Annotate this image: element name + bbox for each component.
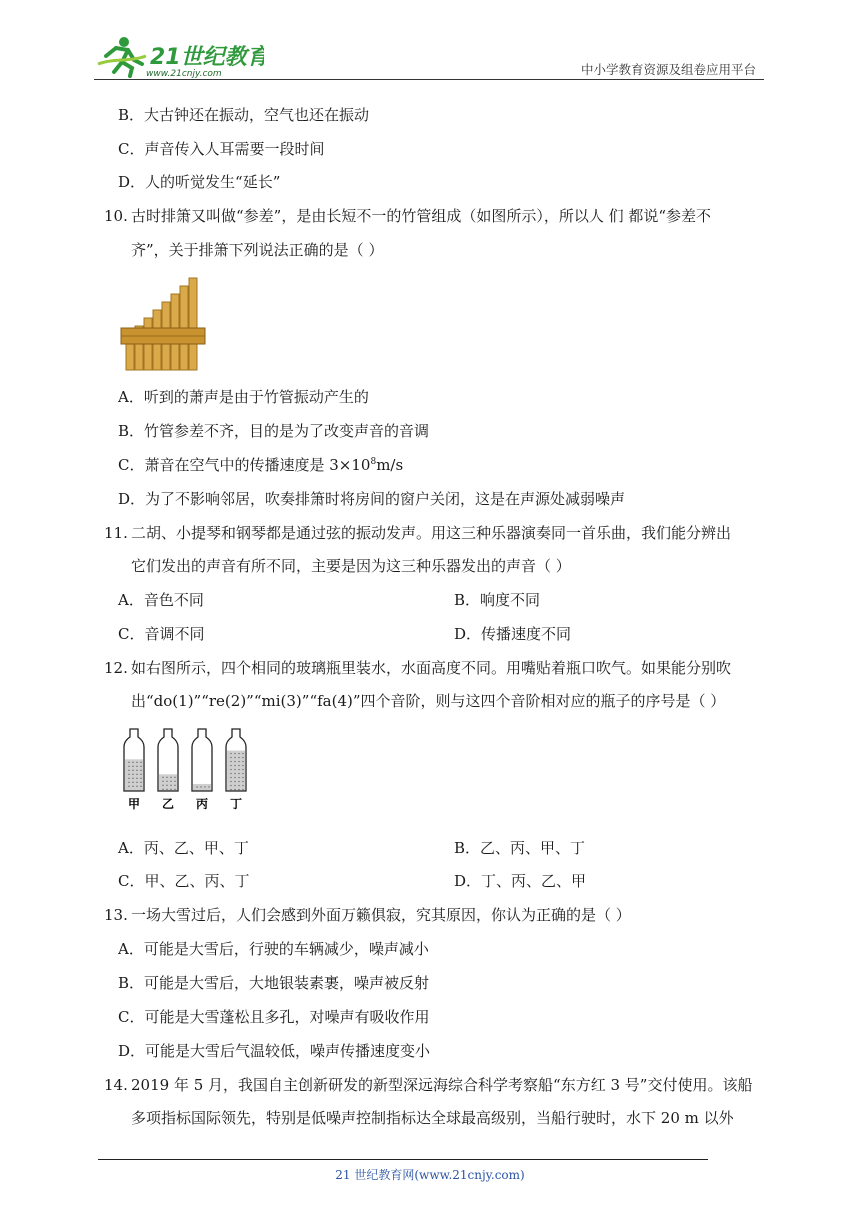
q11-stem-line1: 二胡、小提琴和钢琴都是通过弦的振动发声。用这三种乐器演奏同一首乐曲，我们能分辨出	[131, 524, 732, 542]
q10-stem-line1: 古时排箫又叫做“参差”，是由长短不一的竹管组成（如图所示），所以人 们 都说“参差不	[131, 207, 712, 225]
q12-option-b: B．乙、丙、甲、丁	[454, 839, 586, 857]
header-platform-text: 中小学教育资源及组卷应用平台	[580, 62, 756, 77]
logo-text: 21世纪教育	[150, 45, 264, 70]
q9-option-c: C．声音传入人耳需要一段时间	[118, 140, 325, 158]
q13-number: 13.	[104, 906, 128, 924]
bottle-water	[193, 784, 211, 791]
footer-link[interactable]: 21 世纪教育网(www.21cnjy.com)	[335, 1168, 525, 1182]
q13-option-a: A．可能是大雪后，行驶的车辆减少，噪声减小	[118, 940, 429, 958]
q9-option-b: B．大古钟还在振动，空气也还在振动	[118, 106, 370, 124]
q10-stem-line2: 齐”，关于排箫下列说法正确的是（ ）	[131, 241, 384, 259]
q14-stem-line2: 多项指标国际领先，特别是低噪声控制指标达全球最高级别，当船行驶时，水下 20 m 以外	[131, 1109, 734, 1127]
q10-number: 10.	[104, 207, 128, 225]
bottle-outline	[192, 729, 212, 791]
q14-number: 14.	[104, 1076, 128, 1094]
bottle-label: 甲	[127, 797, 141, 811]
bottle-2	[158, 729, 178, 811]
q12-option-a: A．丙、乙、甲、丁	[118, 839, 249, 857]
panpipe-figure	[120, 270, 210, 378]
q13-option-c: C．可能是大雪蓬松且多孔，对噪声有吸收作用	[118, 1008, 430, 1026]
q12-number: 12.	[104, 659, 128, 677]
bottle-water	[159, 774, 177, 791]
bottle-3	[192, 729, 212, 811]
q10-option-b: B．竹管参差不齐，目的是为了改变声音的音调	[118, 422, 430, 440]
footer-divider	[98, 1159, 708, 1160]
q11-option-a: A．音色不同	[118, 591, 204, 609]
q10-option-c: C．萧音在空气中的传播速度是 $3\times 10^8m/s$	[118, 456, 404, 474]
q12-stem-line1: 如右图所示，四个相同的玻璃瓶里装水，水面高度不同。用嘴贴着瓶口吹气。如果能分别吹	[131, 659, 732, 677]
bottle-label: 乙	[161, 797, 175, 811]
q12-option-d: D．丁、丙、乙、甲	[454, 872, 587, 890]
q13-option-d: D．可能是大雪后气温较低，噪声传播速度变小	[118, 1042, 431, 1060]
q10-option-a: A．听到的萧声是由于竹管振动产生的	[118, 388, 369, 406]
site-logo	[94, 34, 264, 80]
bottle-water	[227, 751, 245, 791]
q9-option-d: D．人的听觉发生“延长”	[118, 173, 281, 191]
q11-option-d: D．传播速度不同	[454, 625, 572, 643]
q12-stem-line2: 出“do(1)”“re(2)”“mi(3)”“fa(4)”四个音阶，则与这四个音阶相对应的瓶子的序号是（ ）	[131, 692, 726, 710]
bottle-4	[226, 729, 246, 811]
q13-option-b: B．可能是大雪后，大地银装素裹，噪声被反射	[118, 974, 430, 992]
header-divider	[94, 79, 764, 80]
q11-option-c: C．音调不同	[118, 625, 205, 643]
q11-option-b: B．响度不同	[454, 591, 541, 609]
q11-stem-line2: 它们发出的声音有所不同，主要是因为这三种乐器发出的声音（ ）	[131, 557, 571, 575]
q13-stem-line1: 一场大雪过后，人们会感到外面万籁俱寂，究其原因，你认为正确的是（ ）	[131, 906, 631, 924]
logo-url: www.21cnjy.com	[146, 69, 222, 79]
q10-option-d: D．为了不影响邻居，吹奏排箫时将房间的窗户关闭，这是在声源处减弱噪声	[118, 490, 626, 508]
bottle-label: 丁	[229, 797, 243, 811]
q12-option-c: C．甲、乙、丙、丁	[118, 872, 250, 890]
bottle-water	[125, 759, 143, 791]
q14-stem-line1: 2019 年 5 月，我国自主创新研发的新型深远海综合科学考察船“东方红 3 号”交付使用。该船	[131, 1076, 753, 1094]
q11-number: 11.	[104, 524, 128, 542]
bottles-figure	[120, 725, 270, 817]
bottle-1	[124, 729, 144, 811]
bottle-label: 丙	[195, 797, 209, 811]
